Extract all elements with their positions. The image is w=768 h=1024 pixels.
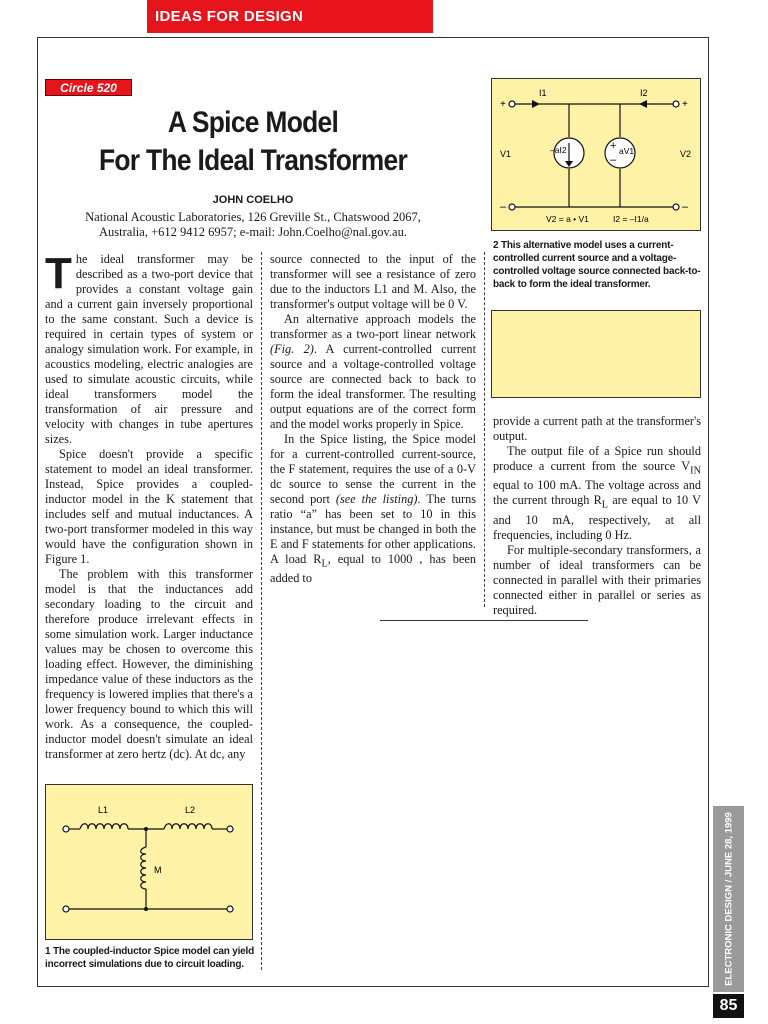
source-right-minus: –: [610, 154, 617, 166]
paragraph-text: are equal to 10 V and 10 mA, respectively, at all frequencies, including 0 Hz.: [493, 493, 701, 542]
figure-reference: (Fig. 2): [270, 342, 314, 356]
paragraph-text: . The turns ratio “a” has been set to 10 in this instance, but must be changed in both the E and F statements for other applications. A load R: [270, 492, 476, 566]
figure-1: [45, 784, 253, 940]
figure-2-caption: 2 This alternative model uses a current-controlled current source and a voltage-controlled voltage source connected back-to-back to form the ideal transformer.: [493, 240, 701, 290]
plus-right: +: [682, 99, 688, 110]
section-label: IDEAS FOR DESIGN: [155, 8, 304, 25]
paragraph-text: . A current-controlled current source and a voltage-controlled voltage source are connected back to back to form the ideal transformer. The resulting output equations are of the correct form and the model works properly in Spice.: [270, 342, 476, 431]
publication-info: [713, 806, 744, 992]
listing-reference: (see the listing): [335, 492, 418, 506]
source-right-plus: +: [610, 140, 617, 152]
figure-2-schematic: [492, 79, 702, 232]
affiliation-line-1: National Acoustic Laboratories, 126 Greville St., Chatswood 2067,: [85, 210, 421, 224]
publication-label: ELECTRONIC DESIGN / JUNE 28, 1999: [723, 812, 734, 986]
subscript: L: [601, 499, 609, 511]
equation-v2: V2 = a • V1: [546, 214, 589, 224]
source-right-label: aV1: [619, 146, 635, 156]
paragraph-text: In the Spice listing, the Spice model for a current-controlled current-source, the F statement, requires the use of a 0-V dc source to sense the current in the second port: [270, 432, 476, 506]
drop-cap: T: [45, 249, 72, 298]
title-line-1: A Spice Model: [167, 106, 339, 139]
paragraph-text: equal to 100 mA. The voltage across and the current through R: [493, 478, 701, 508]
label-v1: V1: [500, 149, 512, 159]
label-m: M: [154, 865, 162, 875]
minus-left: –: [500, 201, 507, 213]
source-left-label: –aI2: [550, 145, 567, 155]
paragraph: For multiple-secondary transformers, a number of ideal transformers can be connected in parallel with their primaries connected either in parallel or series as required.: [493, 542, 701, 617]
affiliation-line-2: Australia, +612 9412 6957; e-mail: John.Coelho@nal.gov.au.: [99, 225, 407, 239]
author-affiliation: [45, 210, 461, 240]
author-name: JOHN COELHO: [212, 194, 294, 206]
equation-i2: I2 = –I1/a: [613, 214, 649, 224]
paragraph: [45, 249, 253, 447]
paragraph: The problem with this transformer model is that the inductances add secondary loading to the circuit and therefore produce irrelevant effects in some simulation work. Larger inductance values may be chosen to overcome this loading effect. However, the diminishing impedance value of these inductors as the frequency is lowered implies that there's a lower frequency bound to which this will work. As a consequence, the coupled-inductor model doesn't simulate an ideal transformer at zero hertz (dc). At dc, any: [45, 567, 253, 761]
minus-right: –: [682, 201, 689, 213]
article-title: [70, 104, 436, 180]
label-l2: L2: [185, 805, 196, 815]
paragraph: provide a current path at the transformer's output.: [493, 414, 701, 443]
subscript: IN: [690, 465, 701, 477]
label-i2: I2: [640, 88, 648, 98]
paragraph: source connected to the input of the transformer will see a resistance of zero due to the inductors L1 and M. Also, the transformer's output voltage will be 0 V.: [270, 252, 476, 311]
paragraph-text: The output file of a Spice run should produce a current from the source V: [493, 444, 701, 473]
figure-1-schematic: [46, 785, 254, 941]
paragraph: [270, 432, 476, 586]
body-column-3: [493, 414, 701, 618]
column-divider: [261, 252, 262, 970]
figure-1-caption: 1 The coupled-inductor Spice model can yield incorrect simulations due to circuit loading.: [45, 946, 255, 970]
paragraph-text: An alternative approach models the transformer as a two-port linear network: [270, 312, 476, 341]
paragraph-text: he ideal transformer may be described as a two-port device that provides a constant voltage gain and a current gain inversely proportional to the same constant. Such a device is required in certain types of system or analogy simulation work. For example, in acoustics modeling, electric analogies are used to simulate acoustic circuits, while ideal transformers model the transformation of air pressure and velocity with changes in tube apertures sizes.: [45, 252, 253, 446]
body-column-2: [270, 252, 476, 586]
title-line-2: For The Ideal Transformer: [98, 144, 408, 177]
listing-box: [491, 310, 701, 398]
figure-2: [491, 78, 701, 231]
label-l1: L1: [98, 805, 109, 815]
section-banner: [147, 0, 433, 33]
body-column-1: [45, 249, 253, 762]
subscript: L: [321, 558, 328, 570]
label-v2: V2: [680, 149, 692, 159]
page-number: 85: [713, 994, 744, 1018]
paragraph: [493, 444, 701, 543]
column-divider: [484, 252, 485, 607]
end-rule: [380, 620, 588, 621]
paragraph-text: , equal to 1000 , has been added to: [270, 552, 476, 586]
label-i1: I1: [539, 88, 547, 98]
paragraph: [270, 312, 476, 432]
plus-left: +: [500, 99, 506, 110]
paragraph: Spice doesn't provide a specific statement to model an ideal transformer. Instead, Spice provides a coupled-inductor model in the K statement that includes self and mutual inductances. A two-port transformer modeled in this way would have the configuration shown in Figure 1.: [45, 447, 253, 566]
circle-tag: Circle 520: [45, 79, 132, 96]
